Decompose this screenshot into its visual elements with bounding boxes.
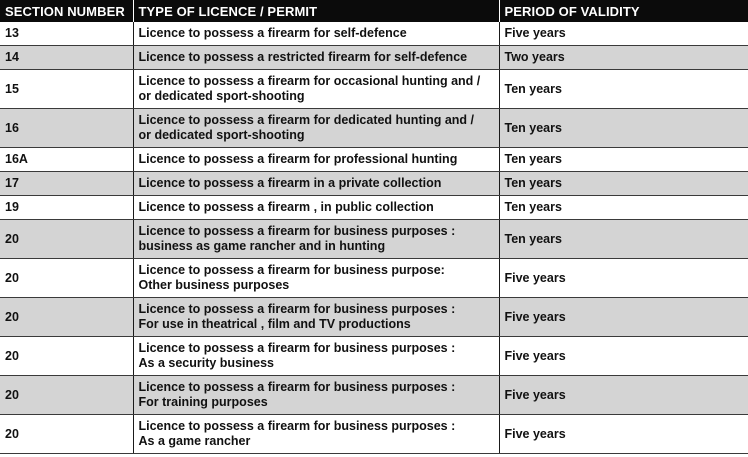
licence-type-line-2: Other business purposes [138,278,290,292]
licence-type-cell [133,298,499,337]
licence-type-cell [133,22,499,46]
licence-type-cell [133,46,499,70]
header-licence-type: TYPE OF LICENCE / PERMIT [133,0,499,22]
header-section-number: SECTION NUMBER [0,0,133,22]
validity-cell: Ten years [499,196,748,220]
table-row [0,298,748,337]
validity-cell: Five years [499,376,748,415]
licence-type-cell [133,259,499,298]
validity-cell: Five years [499,337,748,376]
licence-type-cell [133,70,499,109]
section-number-cell: 20 [0,376,133,415]
table-header [0,0,748,22]
licence-type-line-2: As a game rancher [138,434,251,448]
licence-type-line-1: Licence to possess a firearm for business purposes : [138,419,456,433]
header-row [0,0,748,22]
validity-cell: Two years [499,46,748,70]
table-row [0,196,748,220]
licence-type-line-2: For use in theatrical , film and TV productions [138,317,411,331]
table-row [0,172,748,196]
table-row [0,376,748,415]
licence-type-line-2: or dedicated sport-shooting [138,89,305,103]
licence-type-cell [133,376,499,415]
licence-type-line-2: For training purposes [138,395,268,409]
section-number-cell: 20 [0,415,133,454]
table-row [0,415,748,454]
section-number-cell: 20 [0,220,133,259]
section-number-cell: 20 [0,337,133,376]
licence-type-line-1: Licence to possess a firearm for business purpose: [138,263,445,277]
section-number-cell: 20 [0,259,133,298]
validity-cell: Ten years [499,220,748,259]
section-number-cell: 16A [0,148,133,172]
validity-cell: Five years [499,259,748,298]
licence-type-line-1: Licence to possess a firearm for business purposes : [138,224,456,238]
section-number-cell: 14 [0,46,133,70]
table-row [0,46,748,70]
licence-type-line-2: or dedicated sport-shooting [138,128,305,142]
licence-type-line-2: business as game rancher and in hunting [138,239,386,253]
table-row [0,22,748,46]
section-number-cell: 17 [0,172,133,196]
header-period-of-validity: PERIOD OF VALIDITY [499,0,748,22]
validity-cell: Ten years [499,109,748,148]
table-row [0,220,748,259]
table-row [0,148,748,172]
section-number-cell: 13 [0,22,133,46]
licence-type-line-1: Licence to possess a restricted firearm for self-defence [138,50,468,64]
section-number-cell: 19 [0,196,133,220]
licence-type-cell [133,415,499,454]
licence-type-line-1: Licence to possess a firearm for dedicated hunting and / [138,113,474,127]
section-number-cell: 15 [0,70,133,109]
validity-cell: Five years [499,415,748,454]
licence-type-line-1: Licence to possess a firearm in a private collection [138,176,442,190]
licence-type-line-1: Licence to possess a firearm for professional hunting [138,152,458,166]
licence-type-line-1: Licence to possess a firearm for business purposes : [138,380,456,394]
licence-type-cell [133,196,499,220]
licence-type-line-1: Licence to possess a firearm for business purposes : [138,341,456,355]
section-number-cell: 20 [0,298,133,337]
table-body [0,22,748,454]
licence-type-cell [133,172,499,196]
table-row [0,109,748,148]
licence-type-line-1: Licence to possess a firearm for self-defence [138,26,407,40]
licence-type-cell [133,148,499,172]
licence-type-cell [133,337,499,376]
validity-cell: Five years [499,298,748,337]
section-number-cell: 16 [0,109,133,148]
licence-type-cell [133,220,499,259]
licence-type-cell [133,109,499,148]
validity-cell: Ten years [499,148,748,172]
licence-type-line-1: Licence to possess a firearm for business purposes : [138,302,456,316]
table-row [0,337,748,376]
licence-type-line-2: As a security business [138,356,274,370]
licence-type-line-1: Licence to possess a firearm for occasional hunting and / [138,74,481,88]
validity-cell: Ten years [499,172,748,196]
table-row [0,259,748,298]
licence-type-line-1: Licence to possess a firearm , in public collection [138,200,434,214]
validity-cell: Ten years [499,70,748,109]
table-row [0,70,748,109]
validity-cell: Five years [499,22,748,46]
